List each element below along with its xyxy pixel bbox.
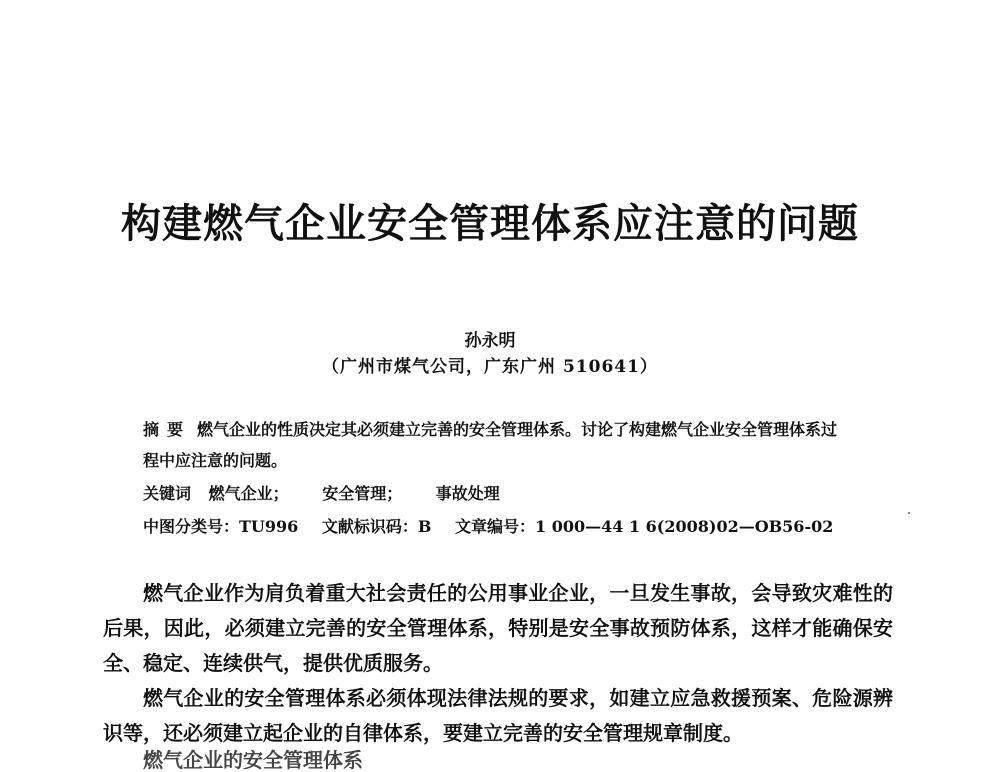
keywords-label: 关键词	[143, 484, 192, 503]
doc-code-value: B	[417, 517, 432, 536]
keyword-item: 安全管理；	[322, 484, 403, 503]
clc-value: TU996	[239, 517, 299, 536]
body-paragraph: 燃气企业的安全管理体系必须体现法律法规的要求，如建立应急救援预案、危险源辨识等，还必须建立起企业的自律体系，要建立完善的安全管理规章制度。	[103, 686, 893, 745]
scan-speck	[908, 512, 910, 514]
keywords	[143, 481, 500, 504]
article-no-label: 文章编号：	[454, 517, 535, 536]
clc-label: 中图分类号：	[143, 517, 240, 536]
body-paragraph: 燃气企业作为肩负着重大社会责任的公用事业企业，一旦发生事故，会导致灾难性的后果，因此，必须建立完善的安全管理体系，特别是安全事故预防体系，这样才能确保安全、稳定、连续供气，提供优质服务。	[103, 581, 893, 675]
keyword-item: 燃气企业；	[208, 484, 289, 503]
paper-title: 构建燃气企业安全管理体系应注意的问题	[121, 200, 859, 247]
abstract	[143, 414, 843, 476]
classification-line	[143, 514, 833, 537]
keyword-item: 事故处理	[435, 484, 500, 503]
author-affiliation: （广州市煤气公司，广东广州 510641）	[322, 357, 658, 377]
doc-code-label: 文献标识码：	[321, 517, 418, 536]
article-no-value: 1 000—44 1 6(2008)02—OB56-02	[535, 517, 834, 536]
body-text	[103, 576, 893, 751]
cutoff-text-line: 燃气企业的安全管理体系	[143, 748, 363, 772]
author-name: 孙永明	[464, 331, 516, 351]
abstract-text: 燃气企业的性质决定其必须建立完善的安全管理体系。讨论了构建燃气企业安全管理体系过程中应注意的问题。	[143, 420, 838, 470]
abstract-label: 摘要	[143, 420, 192, 439]
